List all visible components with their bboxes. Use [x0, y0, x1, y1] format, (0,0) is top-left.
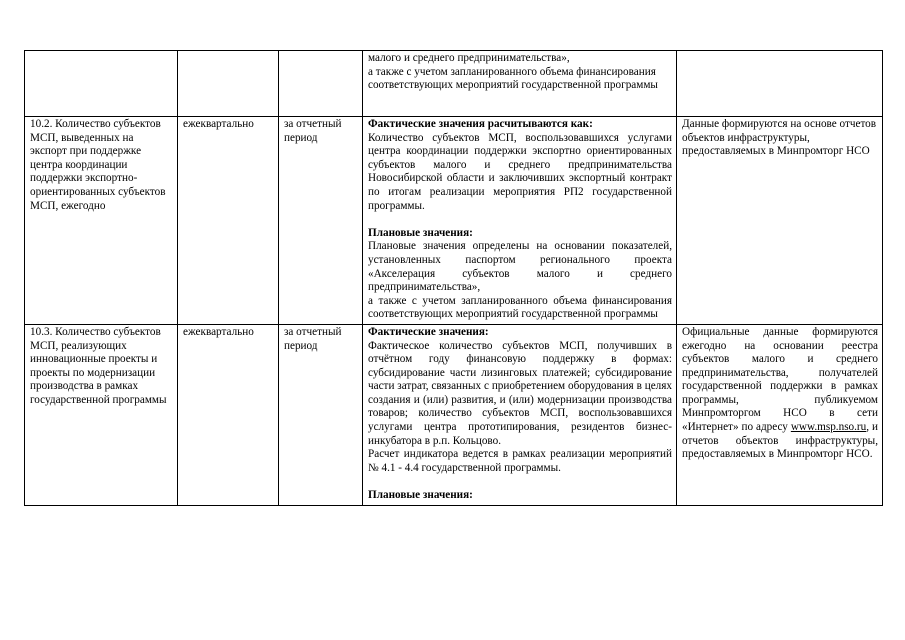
msp-link[interactable]: www.msp.nso.ru — [790, 421, 867, 434]
frequency-cell — [178, 324, 279, 505]
indicator-cell — [25, 51, 178, 117]
source-text-part: , и отчетов объектов инфраструктуры, предоставляемых в Минпромторг НСО. — [682, 421, 878, 461]
method-cell — [363, 117, 677, 325]
frequency-cell — [178, 51, 279, 117]
source-text-part: Официальные данные формируются ежегодно на основании реестра субъектов малого и среднего предпринимательства, получателей государственной поддержки в рамках программы, публикуемом Минпромторгом НСО в сети «Интернет» по адресу — [682, 325, 878, 434]
table-row — [25, 117, 883, 325]
method-cell — [363, 51, 677, 117]
actual-heading: Фактические значения расчитываются как: — [368, 118, 593, 130]
table-row — [25, 324, 883, 505]
plan-heading: Плановые значения: — [368, 489, 473, 502]
continued-text: малого и среднего предпринимательства», — [368, 52, 570, 64]
plan-text: а также с учетом запланированного объема финансирования соответствующих мероприятий государственной программы — [368, 294, 672, 321]
plan-text: Плановые значения определены на основании показателей, установленных паспортом регионального проекта «Акселерация субъектов малого и среднего предпринимательства», — [368, 240, 672, 294]
source-text — [682, 326, 878, 462]
indicator-text: 10.3. Количество субъектов МСП, реализующих инновационные проекты и проекты по модернизации производства в рамках государственной программы — [30, 325, 167, 406]
indicator-text: 10.2. Количество субъектов МСП, выведенных на экспорт при поддержке центра координации поддержки экспортно-ориентированных субъектов МСП, ежегодно — [30, 118, 166, 212]
period-cell — [279, 51, 363, 117]
period-text: за отчетный период — [284, 118, 342, 144]
period-text: за отчетный период — [284, 325, 342, 352]
method-cell — [363, 324, 677, 505]
source-cell — [677, 324, 883, 505]
frequency-text: ежеквартально — [183, 118, 254, 130]
source-cell — [677, 51, 883, 117]
actual-text: Расчет индикатора ведется в рамках реализации мероприятий № 4.1 - 4.4 государственной программы. — [368, 448, 672, 474]
indicator-cell — [25, 324, 178, 505]
indicators-table — [24, 50, 883, 506]
plan-heading: Плановые значения: — [368, 226, 473, 239]
period-cell — [279, 117, 363, 325]
actual-text: Количество субъектов МСП, воспользовавшихся услугами центра координации поддержки экспортно ориентированных субъектов малого и среднего предпринимательства Новосибирской области и заключивших экспортный контракт по итогам реализации мероприятия РП2 государственной программы. — [368, 131, 672, 212]
period-cell — [279, 324, 363, 505]
source-text: Данные формируются на основе отчетов объектов инфраструктуры, предоставляемых в Минпромторг НСО — [682, 118, 877, 158]
actual-text: Фактическое количество субъектов МСП, получивших в отчётном году финансовую поддержку в формах: субсидирование части лизинговых платежей; субсидирование части затрат, связанных с приобретением оборудования в целях создания и (или) развития, и (или) модернизации производства товаров; количество субъектов МСП, воспользовавшихся услугами центра прототипирования, резидентов бизнес-инкубатора в р.п. Кольцово. — [368, 339, 672, 447]
table-row — [25, 51, 883, 117]
frequency-text: ежеквартально — [183, 325, 254, 338]
indicator-cell — [25, 117, 178, 325]
source-cell — [677, 117, 883, 325]
actual-heading: Фактические значения: — [368, 325, 489, 338]
frequency-cell — [178, 117, 279, 325]
continued-text: а также с учетом запланированного объема финансирования соответствующих мероприятий государственной программы — [368, 65, 658, 92]
